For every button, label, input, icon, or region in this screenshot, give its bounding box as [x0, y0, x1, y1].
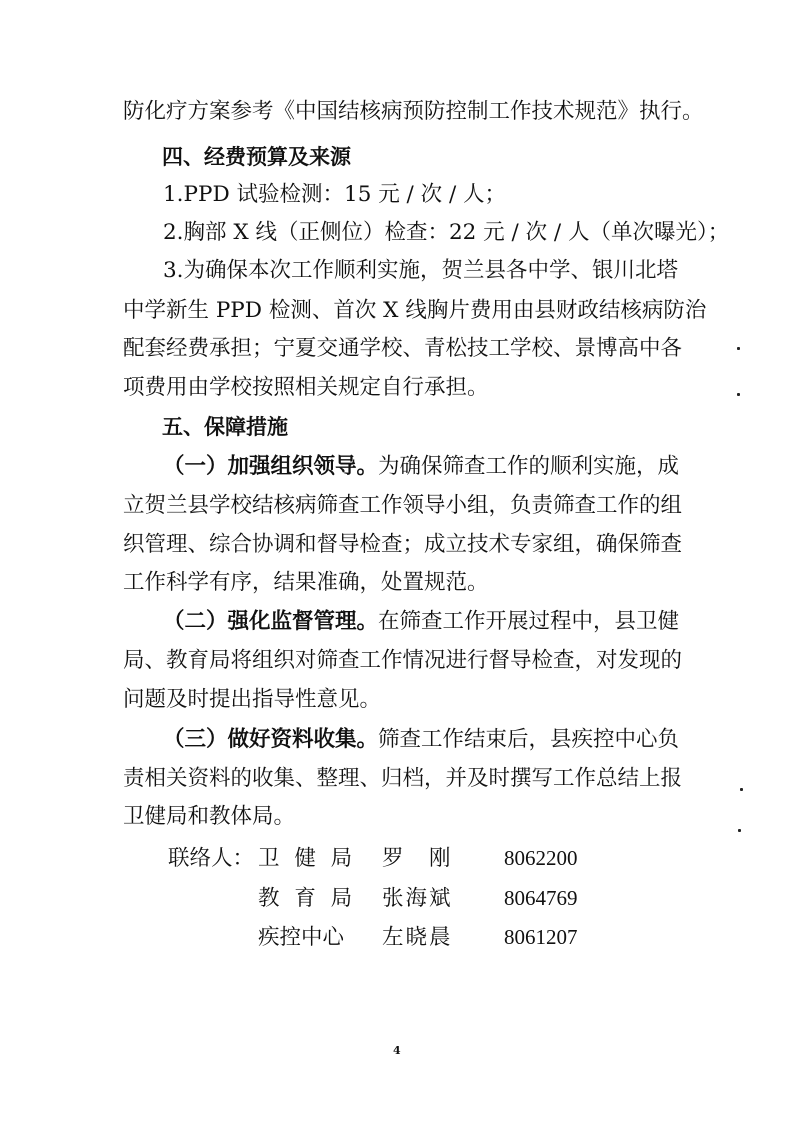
contact-row	[168, 843, 578, 874]
measure-3-text: 筛查工作结束后，县疾控中心负	[378, 727, 680, 752]
measure-2-line	[0, 607, 792, 637]
measure-3-title: （三）做好资料收集。	[163, 727, 379, 752]
contact-row	[258, 883, 578, 914]
contact-phone: 8061207	[504, 925, 578, 949]
scan-speck	[738, 829, 741, 832]
contact-dept: 教 育 局	[258, 886, 357, 911]
scan-speck	[737, 393, 740, 396]
paragraph-line: 配套经费承担；宁夏交通学校、青松技工学校、景博高中各	[123, 336, 683, 361]
paragraph-line: 防化疗方案参考《中国结核病预防控制工作技术规范》执行。	[123, 99, 704, 124]
paragraph-line: 织管理、综合协调和督导检查；成立技术专家组，确保筛查	[123, 532, 683, 557]
scan-speck	[740, 788, 743, 791]
section-heading: 五、保障措施	[162, 415, 288, 439]
budget-item-2: 2.胸部 X 线（正侧位）检查：22 元 / 次 / 人（单次曝光）；	[163, 220, 730, 245]
contact-row	[258, 922, 578, 953]
measure-2-text: 在筛查工作开展过程中，县卫健	[378, 609, 680, 634]
measure-1-text: 为确保筛查工作的顺利实施，成	[378, 454, 680, 479]
contact-phone: 8064769	[504, 886, 578, 910]
paragraph-line: 中学新生 PPD 检测、首次 X 线胸片费用由县财政结核病防治	[123, 298, 707, 323]
budget-item-1: 1.PPD 试验检测：15 元 / 次 / 人；	[163, 182, 507, 207]
scan-speck	[737, 347, 740, 350]
contact-person: 左晓晨	[382, 925, 453, 950]
paragraph-line: 项费用由学校按照相关规定自行承担。	[123, 375, 489, 400]
measure-2-title: （二）强化监督管理。	[163, 609, 379, 634]
page-number: 4	[393, 1044, 401, 1057]
contact-person: 罗 刚	[382, 846, 453, 871]
contact-dept: 卫 健 局	[258, 846, 357, 871]
measure-1-title: （一）加强组织领导。	[163, 454, 379, 479]
paragraph-line: 立贺兰县学校结核病筛查工作领导小组，负责筛查工作的组	[123, 493, 683, 518]
paragraph-line: 局、教育局将组织对筛查工作情况进行督导检查，对发现的	[123, 648, 683, 673]
paragraph-line: 问题及时提出指导性意见。	[123, 687, 382, 712]
paragraph-line: 责相关资料的收集、整理、归档，并及时撰写工作总结上报	[123, 766, 683, 791]
section-heading: 四、经费预算及来源	[162, 145, 351, 169]
paragraph-line: 卫健局和教体局。	[123, 804, 296, 829]
measure-3-line	[0, 725, 792, 755]
contact-dept: 疾控中心	[258, 925, 345, 950]
measure-1-line	[0, 452, 792, 482]
contact-label: 联络人：	[168, 846, 255, 871]
budget-item-3: 3.为确保本次工作顺利实施，贺兰县各中学、银川北塔	[163, 258, 679, 283]
contact-person: 张海斌	[382, 886, 453, 911]
paragraph-line: 工作科学有序，结果准确，处置规范。	[123, 570, 489, 595]
contact-phone: 8062200	[504, 846, 578, 870]
